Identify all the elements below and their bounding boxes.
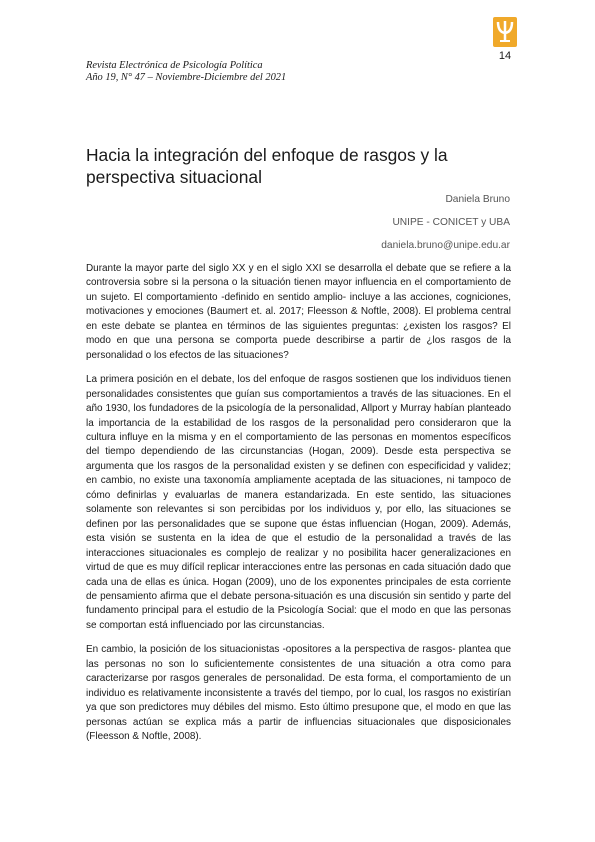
author-affiliation: UNIPE - CONICET y UBA (392, 217, 510, 228)
body-paragraph: La primera posición en el debate, los del enfoque de rasgos sostienen que los individuos tienen personalidades consistentes que guían sus comportamientos a través de las situaciones. En el año 1930, los fundadores de la psicología de la personalidad, Allport y Murray habían planteado la importancia de la estabilidad de los rasgos de la personalidad pero consideraron que la cultura influye en la misma y en el comportamiento de las personas en momentos específicos del tiempo dependiendo de las circunstancias (Hogan, 2009). Desde esta perspectiva se argumenta que los rasgos de la personalidad existen y se definen con especificidad y validez; en cambio, no existe una taxonomía ampliamente aceptada de las situaciones, ni tampoco de cómo definirlas y evaluarlas de manera estandarizada. En este sentido, las situaciones solamente son relevantes si son percibidas por los individuos y, por ello, las situaciones se definen por las personalidades que se supone que éstas influencian (Hogan, 2009). Además, esta visión se sustenta en la idea de que el estudio de la personalidad a través de las interacciones situacionales es complejo de realizar y no posibilita hacer generalizaciones en virtud de que es muy difícil replicar interacciones entre las personas en cada situación dado que cada una de ellas es única. Hogan (2009), uno de los exponentes principales de esta corriente de pensamiento afirma que el debate persona-situación es una discusión sin sentido y parte del fundamento principal para el estudio de la Psicología Social: que el modo en que las personas se comportan está influenciado por las circunstancias. (86, 374, 511, 631)
journal-logo-icon (493, 17, 517, 47)
author-email: daniela.bruno@unipe.edu.ar (381, 240, 510, 251)
page-number: 14 (498, 50, 512, 62)
journal-issue: Año 19, N° 47 – Noviembre-Diciembre del 2021 (86, 72, 287, 83)
journal-header (86, 60, 286, 84)
journal-name: Revista Electrónica de Psicología Política (86, 60, 263, 71)
author-name: Daniela Bruno (445, 194, 510, 205)
article-body (86, 262, 511, 755)
article-title: Hacia la integración del enfoque de rasgos y la perspectiva situacional (86, 145, 448, 187)
body-paragraph: En cambio, la posición de los situacionistas -opositores a la perspectiva de rasgos- plantea que las personas no son lo suficientemente consistentes de una situación a otra como para caracterizarse por rasgos generales de personalidad. De esta forma, el comportamiento de un individuo es relativamente inconsistente a través del tiempo, por lo cual, los rasgos no existirían ya que son predictores muy débiles del mismo. Esto último presupone que, el modo en que las personas actúan se explica más a partir de influencias situacionales que disposicionales (Fleesson & Noftle, 2008). (86, 644, 511, 743)
body-paragraph: Durante la mayor parte del siglo XX y en el siglo XXI se desarrolla el debate que se refiere a la controversia sobre si la persona o la situación tienen mayor influencia en el comportamiento de un sujeto. El comportamiento -definido en sentido amplio- incluye a las acciones, cogniciones, motivaciones y emociones (Baumert et. al. 2017; Fleesson & Noftle, 2008). El problema central en este debate se plantea en términos de las siguientes preguntas: ¿existen los rasgos? El modo en que una persona se comporta puede describirse a partir de ¿los rasgos de la personalidad o los efectos de las situaciones? (86, 263, 511, 361)
